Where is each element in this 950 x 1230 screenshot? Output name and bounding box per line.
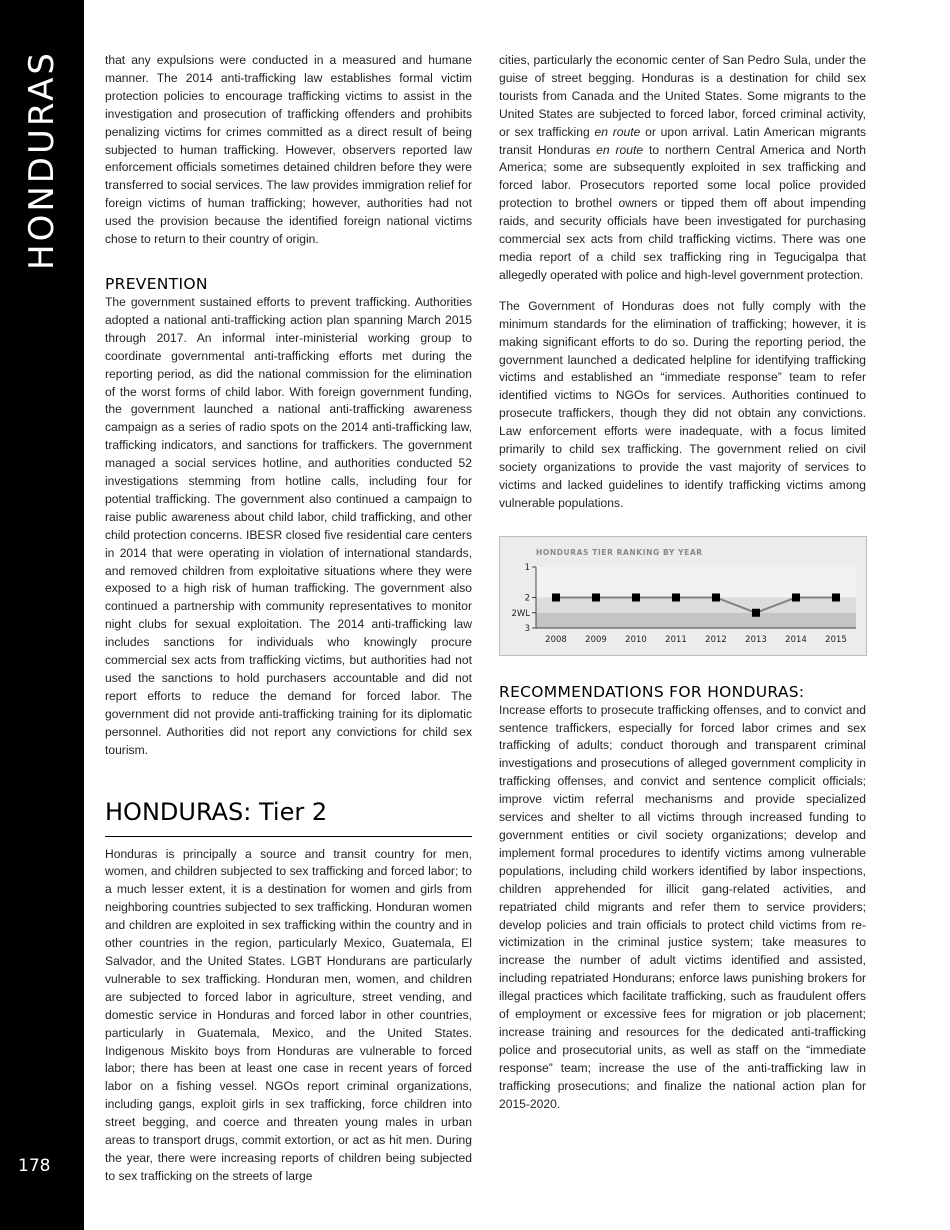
tier2-band	[536, 597, 856, 612]
page-number: 178	[18, 1156, 51, 1176]
x-tick-label: 2015	[825, 634, 847, 645]
x-tick-label: 2012	[705, 634, 727, 645]
tier-paragraph: Honduras is principally a source and transit country for men, women, and children subjected to sex trafficking and forced labor; to a much lesser extent, it is a destination for women and girls from neighboring countries subjected to sex trafficking. Honduran women and children are exploited in sex trafficking within the country and in other countries in the region, particularly Mexico, Guatemala, El Salvador, and the United States. LGBT Hondurans are particularly vulnerable to sex trafficking. Honduran men, women, and children are subjected to forced labor in agriculture, street vending, and domestic service in Honduras and forced labor in other countries, particularly in Guatemala, Mexico, and the United States. Indigenous Miskito boys from Honduras are vulnerable to forced labor; there has been at least one case in recent years of forced labor on a fishing vessel. NGOs report criminal organizations, including gangs, exploit girls in sex trafficking, force children into street begging, and coerce and threaten young males in urban areas to transport drugs, commit extortion, or act as hit men. During the year, there were increasing reports of children being subjected to sex trafficking on the streets of large	[105, 846, 472, 1183]
recommendations-heading: RECOMMENDATIONS FOR HONDURAS:	[499, 682, 805, 701]
x-tick-label: 2013	[745, 634, 767, 645]
recommendations-paragraph: Increase efforts to prosecute trafficking offenses, and to convict and sentence traffickers, especially for forced labor crimes and sex trafficking of adults; conduct thorough and transparent criminal investigations and prosecutions of alleged government complicity in trafficking offenses, and convict and sentence complicit officials; improve victim referral mechanisms and provide specialized services and shelter to all victims through increased funding to government entities or civil society organizations; develop and implement formal procedures to identify victims among vulnerable populations, including child workers identified by labor inspections, children apprehended for illicit gang-related activities, and repatriated child migrants and refer them to service providers; develop policies and train officials to protect child victims from re-victimization in the criminal justice system; take measures to increase the number of adult victims identified and assisted, including repatriated Hondurans; enforce laws punishing brokers for illegal practices which facilitate trafficking, such as fraudulent offers of employment or excessive fees for migration or job placement; increase training and resources for the dedicated anti-trafficking police and prosecutorial units, as well as staff on the “immediate response” team; increase the use of the anti-trafficking law in trafficking prosecutions; and finalize the national action plan for 2015-2020.	[499, 702, 866, 1111]
tier-heading-rule	[105, 836, 472, 837]
x-tick-label: 2014	[785, 634, 807, 645]
left-column	[105, 52, 472, 1199]
intro-paragraph: that any expulsions were conducted in a measured and humane manner. The 2014 anti-trafficking law establishes formal victim protection policies to encourage trafficking victims to assist in the investigation and prosecution of trafficking offenders and prohibits penalizing victims for crimes committed as a direct result of being subjected to human trafficking. However, observers reported law enforcement officials sometimes detained children before they were transferred to social services. The law provides immigration relief for foreign victims of human trafficking; however, authorities had not used the provision because the identified foreign national victims chose to return to their country of origin.	[105, 53, 472, 247]
chart-title: HONDURAS TIER RANKING BY YEAR	[536, 547, 703, 557]
tier-ranking-chart-svg	[500, 537, 866, 655]
sidebar	[0, 0, 84, 1230]
sidebar-country-label: HONDURAS	[22, 50, 62, 270]
country-narrative-paragraph: cities, particularly the economic center of San Pedro Sula, under the guise of street begging. Honduras is a destination for child sex tourists from Canada and the United States. Some migrants to the United States are subjected to forced labor, forced criminal activity, or sex trafficking en route or upon arrival. Latin American migrants transit Honduras en route to northern Central America and North America; some are subsequently exploited in sex trafficking and forced labor. Prosecutors reported some local police provided protection to brothel owners or tipped them off about impending raids, and security officials have been investigated for purchasing commercial sex acts from child trafficking victims. There was one media report of a child sex trafficking ring in Tegucigalpa that allegedly operated with police and high-level government protection.	[499, 53, 867, 282]
tier-heading: HONDURAS: Tier 2	[105, 797, 328, 826]
x-tick-label: 2008	[545, 634, 567, 645]
tier-data-point	[632, 593, 640, 601]
x-tick-label: 2009	[585, 634, 607, 645]
right-column	[499, 52, 866, 1127]
assessment-paragraph: The Government of Honduras does not fully comply with the minimum standards for the elimination of trafficking; however, it is making significant efforts to do so. During the reporting period, the government launched a dedicated helpline for identifying trafficking victims and established an “immediate response” team to refer identified victims to NGOs for services. Authorities continued to prosecute traffickers, though they did not obtain any convictions. Law enforcement efforts were inadequate, with a focus limited primarily to child sex trafficking. The government relied on civil society organizations to provide the vast majority of services to victims and lacked guidelines to identify trafficking victims among vulnerable populations.	[499, 298, 866, 510]
tier-data-point	[592, 593, 600, 601]
prevention-heading: PREVENTION	[105, 274, 208, 293]
x-tick-label: 2011	[665, 634, 687, 645]
y-tick-label: 2	[524, 593, 530, 604]
y-tick-label: 1	[524, 562, 530, 573]
prevention-paragraph: The government sustained efforts to prevent trafficking. Authorities adopted a national anti-trafficking action plan spanning March 2015 through 2017. An informal inter-ministerial working group to coordinate governmental anti-trafficking efforts met during the reporting period, as did the national commission for the elimination of the worst forms of child labor. With foreign government funding, the government launched a national anti-trafficking awareness campaign as a series of radio spots on the 2014 anti-trafficking law, trafficking indicators, and sanctions for traffickers. The government managed a social services hotline, and authorities conducted 52 investigations stemming from hotline calls, including four for potential trafficking. The government also continued a campaign to raise public awareness about child labor, child trafficking, and other child protection concerns. IBESR closed five residential care centers in 2014 that were operating in violation of international standards, and removed children from exploitative situations where they were exposed to a high risk of human trafficking. The government also continued a partnership with community representatives to monitor night clubs for sexual exploitation. The 2014 anti-trafficking law includes sanctions for individuals who knowingly procure commercial sex acts from trafficking victims, but authorities had not used the sanctions to hold purchasers accountable and did not report efforts to reduce the demand for forced labor. The government did not provide anti-trafficking training for its diplomatic personnel. Authorities did not report any convictions for child sex tourism.	[105, 294, 472, 757]
tier-ranking-chart	[499, 536, 867, 656]
tier-data-point	[712, 593, 720, 601]
tier-data-point	[752, 608, 760, 616]
y-tick-label: 3	[524, 623, 530, 634]
y-tick-label: 2WL	[511, 608, 530, 619]
tier-data-point	[552, 593, 560, 601]
tier2wl-band	[536, 612, 856, 627]
tier-data-point	[832, 593, 840, 601]
sidebar-country-title	[0, 50, 84, 270]
tier-data-point	[792, 593, 800, 601]
tier-data-point	[672, 593, 680, 601]
x-tick-label: 2010	[625, 634, 647, 645]
